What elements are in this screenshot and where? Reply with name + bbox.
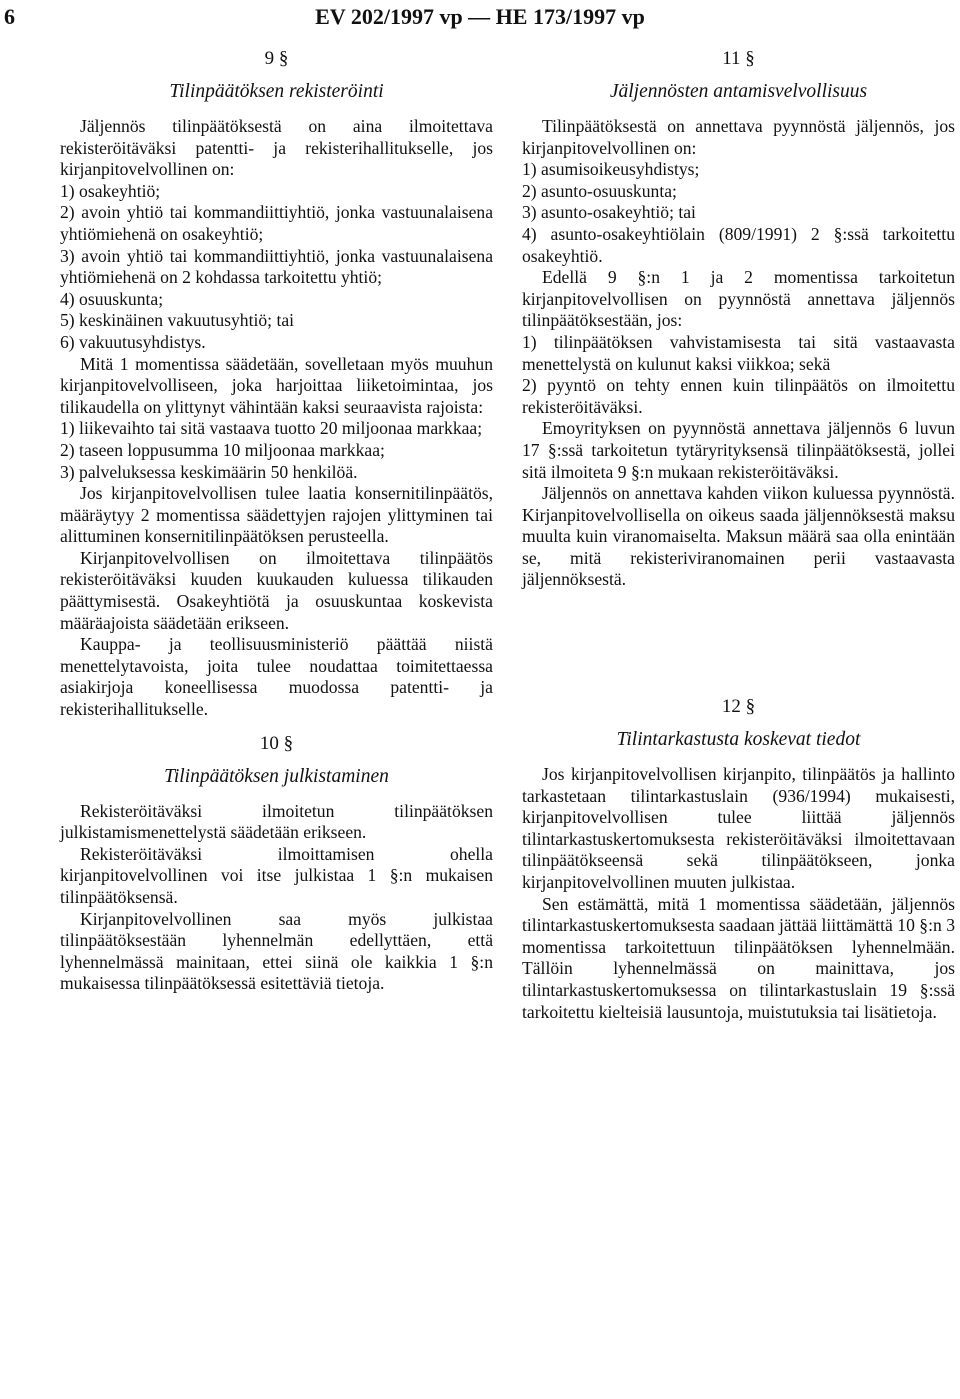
list-item: 3) palveluksessa keskimäärin 50 henkilöä. (60, 461, 358, 482)
list-item: 1) tilinpäätöksen vahvistamisesta tai sitä vastaavasta menettelystä on kulunut kaksi viikkoa; sekä (522, 331, 955, 374)
list-item: 1) liikevaihto tai sitä vastaava tuotto 20 miljoonaa markkaa; (60, 418, 483, 439)
paragraph: Jäljennös tilinpäätöksestä on aina ilmoitettava rekisteröitäväksi patentti- ja rekisterihallitukselle, jos kirjanpitovelvollinen on: (60, 116, 493, 180)
section-9 (60, 46, 493, 721)
paragraph: Kirjanpitovelvollinen saa myös julkistaa tilinpäätöksestään lyhennelmän edellyttäen, että lyhennelmässä mainitaan, ettei siinä ole kaikkia 1 §:n mukaisessa tilinpäätöksessä esitettäviä tietoja. (60, 908, 493, 994)
section-title: Tilintarkastusta koskevat tiedot (616, 729, 861, 751)
paragraph: Edellä 9 §:n 1 ja 2 momentissa tarkoitetun kirjanpitovelvollisen on pyynnöstä annettava jäljennös tilinpäätöksestään, jos: (522, 267, 955, 331)
list-item: 2) avoin yhtiö tai kommandiittiyhtiö, jonka vastuunalaisena yhtiömiehenä on osakeyhtiö; (60, 202, 493, 244)
list-item: 6) vakuutusyhdistys. (60, 331, 206, 352)
paragraph: Rekisteröitäväksi ilmoittamisen ohella kirjanpitovelvollinen voi itse julkistaa 1 §:n mukaisen tilinpäätöksensä. (60, 843, 493, 907)
paragraph: Mitä 1 momentissa säädetään, sovelletaan myös muuhun kirjanpitovelvolliseen, joka harjoittaa liiketoimintaa, jos tilikaudella on ylittynyt vähintään kaksi seuraavista rajoista: (60, 353, 493, 417)
left-column (60, 46, 493, 995)
list-item: 4) asunto-osakeyhtiölain (809/1991) 2 §:ssä tarkoitettu osakeyhtiö. (522, 223, 955, 266)
section-title: Jäljennösten antamisvelvollisuus (609, 81, 868, 102)
section-title: Tilinpäätöksen julkistaminen (164, 765, 389, 787)
section-number: 9 § (264, 48, 289, 69)
section-10 (60, 731, 493, 995)
page-number: 6 (4, 4, 15, 29)
section-number: 12 § (721, 696, 756, 718)
list-item: 5) keskinäinen vakuutusyhtiö; tai (60, 310, 295, 331)
section-number: 11 § (722, 48, 755, 69)
section-title: Tilinpäätöksen rekisteröinti (169, 81, 384, 102)
paragraph: Tilinpäätöksestä on annettava pyynnöstä jäljennös, jos kirjanpitovelvollinen on: (522, 116, 955, 158)
list-item: 2) asunto-osuuskunta; (522, 180, 677, 201)
list-item: 1) asumisoikeusyhdistys; (522, 159, 700, 180)
paragraph: Emoyrityksen on pyynnöstä annettava jäljennös 6 luvun 17 §:ssä tarkoitetun tytäryrityksensä tilinpäätöksestä, jollei sitä ilmoiteta 9 §:n mukaan rekisteröitäväksi. (522, 418, 955, 482)
list-item: 3) avoin yhtiö tai kommandiittiyhtiö, jonka vastuunalaisena yhtiömiehenä on 2 kohdassa tarkoitettu yhtiö; (60, 245, 493, 288)
paragraph: Jos kirjanpitovelvollisen kirjanpito, tilinpäätös ja hallinto tarkastetaan tilintarkastuslain (936/1994) mukaisesti, kirjanpitovelvollisen tulee liittää jäljennös tilintarkastuskertomuksesta rekisteröitäväksi ilmoitettavaan tilinpäätökseensä sekä tilinpäätökseen, jonka kirjanpitovelvollinen muuten julkistaa. (522, 764, 955, 893)
paragraph: Kirjanpitovelvollisen on ilmoitettava tilinpäätös rekisteröitäväksi kuuden kuukauden kuluessa tilikauden päättymisestä. Osakeyhtiötä ja osuuskuntaa koskevista määräajoista säädetään erikseen. (60, 547, 493, 633)
list-item: 1) osakeyhtiö; (60, 180, 161, 201)
paragraph: Sen estämättä, mitä 1 momentissa säädetään, jäljennös tilintarkastuskertomuksesta saadaan jättää liittämättä 10 §:n 3 momentissa tarkoitettuun tilinpäätöksen lyhennelmään. Tällöin lyhennelmässä on mainittava, jos tilintarkastuskertomuksessa on tilintarkastuslain 19 §:ssä tarkoitettu kielteisiä lausuntoja, muistutuksia tai lisätietoja. (522, 893, 955, 1022)
list-item: 3) asunto-osakeyhtiö; tai (522, 202, 696, 223)
list-item: 2) pyyntö on tehty ennen kuin tilinpäätös on ilmoitettu rekisteröitäväksi. (522, 375, 955, 417)
section-11 (522, 46, 955, 591)
list-item: 4) osuuskunta; (60, 288, 164, 309)
list-item: 2) taseen loppusumma 10 miljoonaa markkaa; (60, 439, 385, 460)
paragraph: Kauppa- ja teollisuusministeriö päättää niistä menettelytavoista, joita tulee noudattaa toimitettaessa asiakirjoja koneellisessa muodossa patentti- ja rekisterihallitukselle. (60, 634, 493, 720)
running-head: EV 202/1997 vp — HE 173/1997 vp (315, 4, 645, 29)
paragraph: Jos kirjanpitovelvollisen tulee laatia konsernitilinpäätös, määräytyy 2 momentissa säädettyjen rajojen ylittyminen tai alittuminen konsernitilinpäätöksen perusteella. (60, 483, 493, 547)
paragraph: Jäljennös on annettava kahden viikon kuluessa pyynnöstä. Kirjanpitovelvollisella on oikeus saada jäljennöksestä maksu muulta kuin viranomaiselta. Maksun määrä saa olla enintään se, mitä rekisteriviranomainen perii vastaavasta jäljennöksestä. (522, 483, 955, 590)
paragraph: Rekisteröitäväksi ilmoitetun tilinpäätöksen julkistamismenettelystä säädetään erikseen. (60, 800, 493, 843)
right-column (522, 46, 955, 1023)
section-number: 10 § (259, 732, 294, 754)
section-12 (522, 694, 955, 1023)
page-header (0, 4, 960, 36)
